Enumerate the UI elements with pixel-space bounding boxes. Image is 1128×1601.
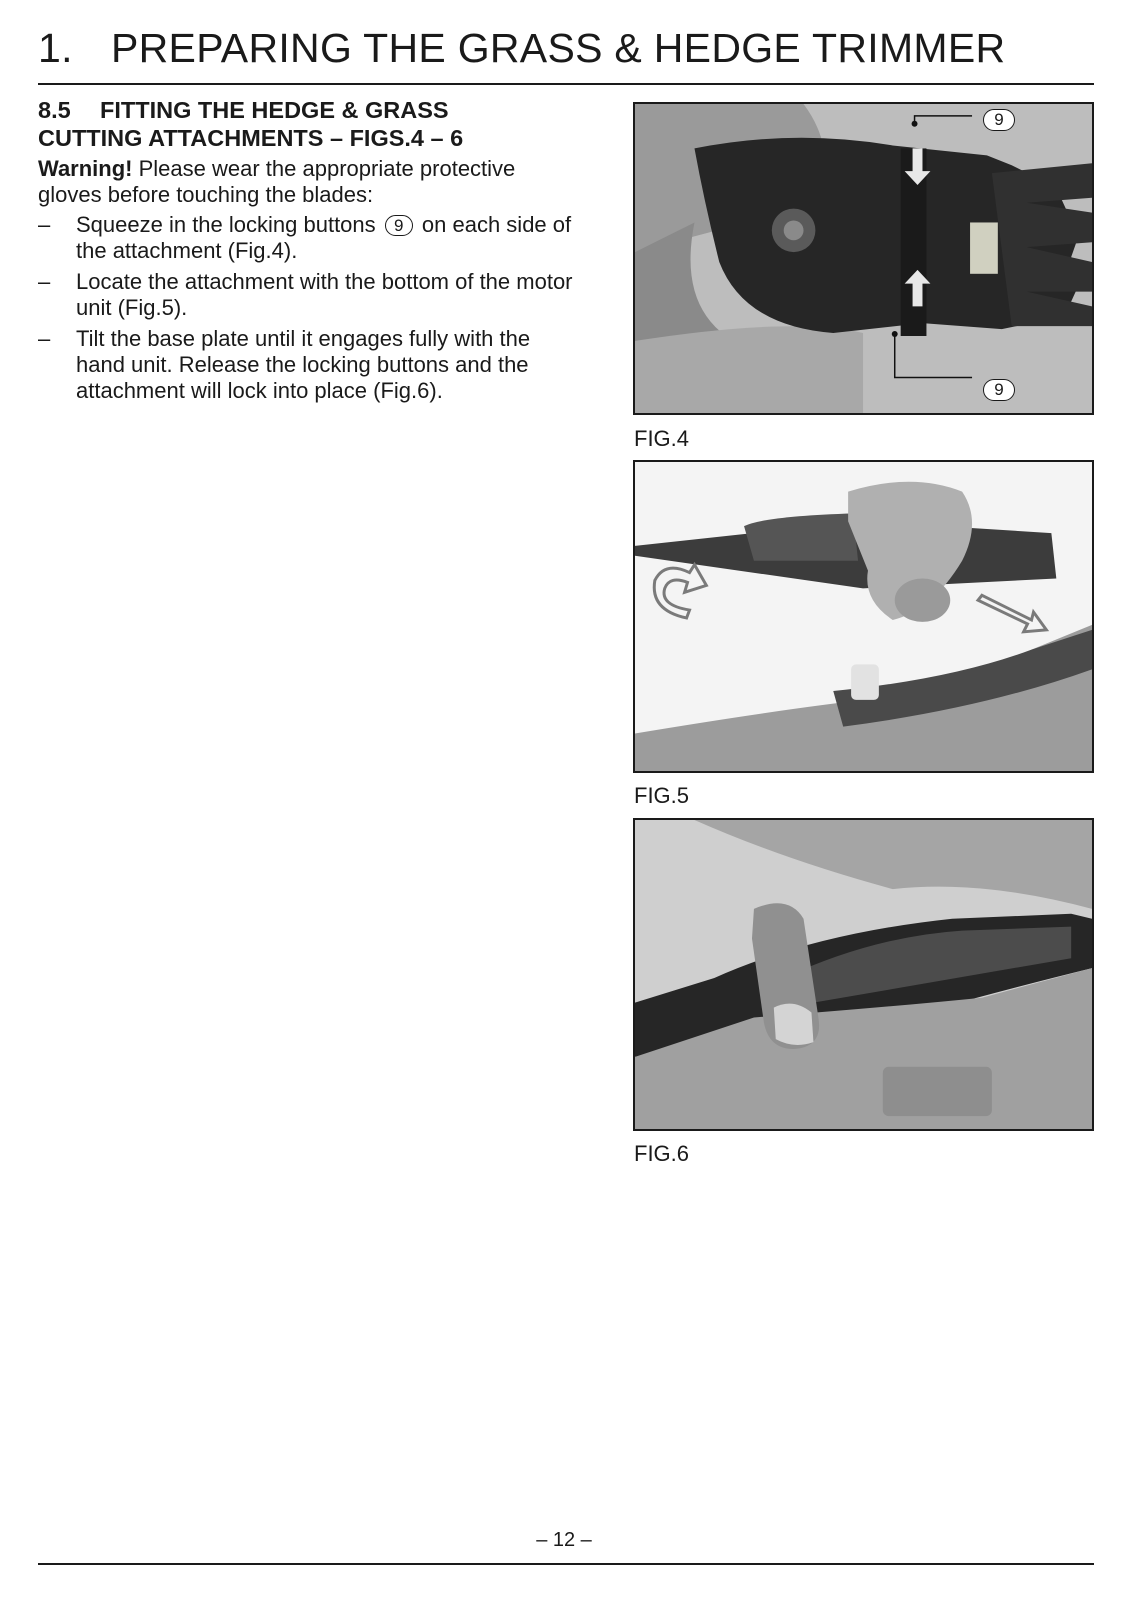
chapter-title-text: PREPARING THE GRASS & HEDGE TRIMMER	[111, 25, 1006, 71]
figure-6-caption: FIG.6	[634, 1141, 690, 1166]
list-item	[38, 212, 578, 264]
header-rule	[38, 83, 1094, 85]
warning-label: Warning!	[38, 156, 133, 181]
section-title-line2: CUTTING ATTACHMENTS – FIGS.4 – 6	[38, 125, 464, 151]
footer-rule	[38, 1563, 1094, 1565]
figure-6-photo	[633, 818, 1094, 1131]
chapter-number: 1.	[38, 25, 73, 71]
step-text-before: Squeeze in the locking buttons	[76, 212, 376, 237]
part-reference-badge: 9	[385, 215, 413, 236]
step-text-after: on each side of the attachment (Fig.4).	[76, 212, 572, 263]
step-text: Tilt the base plate until it engages fully with the hand unit. Release the locking buttons and the attachment will lock into place (Fig.6).	[76, 326, 531, 403]
warning-text: Please wear the appropriate protective gloves before touching the blades:	[38, 156, 516, 207]
list-item	[38, 326, 578, 404]
figure-5-caption: FIG.5	[634, 783, 690, 808]
section-title-line1: FITTING THE HEDGE & GRASS	[100, 97, 449, 123]
callout-9-bottom: 9	[983, 379, 1015, 401]
section-heading	[38, 96, 578, 152]
figure-4-caption: FIG.4	[634, 426, 690, 451]
list-dash: –	[38, 212, 51, 237]
list-dash: –	[38, 326, 51, 351]
callout-9-top: 9	[983, 109, 1015, 131]
list-item	[38, 269, 578, 321]
section-number: 8.5	[38, 97, 71, 123]
step-text: Locate the attachment with the bottom of the motor unit (Fig.5).	[76, 269, 573, 320]
figure-5-photo	[633, 460, 1094, 773]
chapter-title	[38, 26, 1005, 71]
instructions-column	[38, 96, 578, 409]
step-list	[38, 212, 578, 404]
page-number: – 12 –	[536, 1529, 592, 1551]
warning-paragraph	[38, 156, 578, 208]
list-dash: –	[38, 269, 51, 294]
figure-4-photo	[633, 102, 1094, 415]
